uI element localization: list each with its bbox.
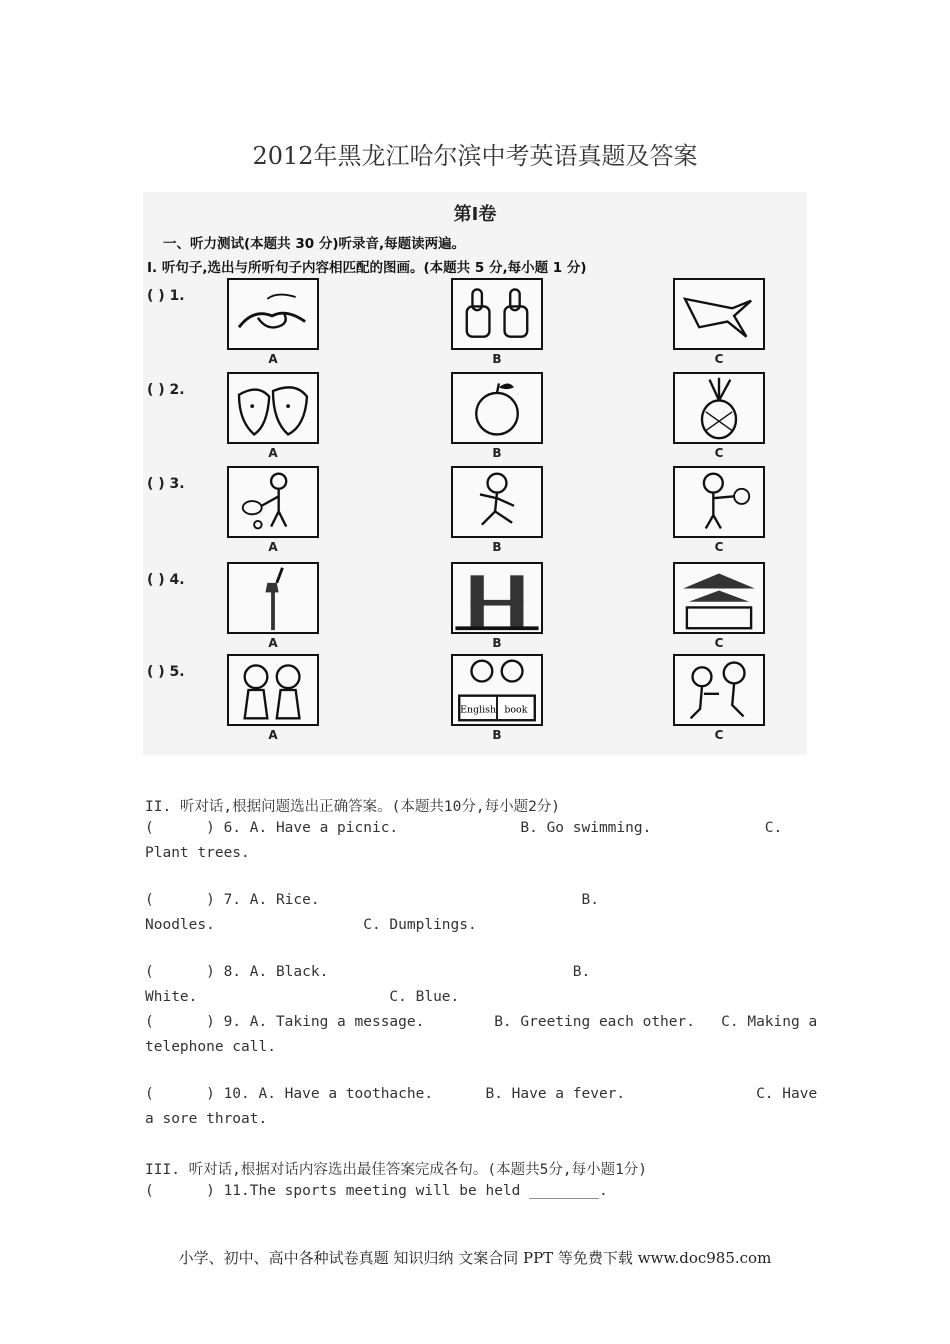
- option-letter: A: [268, 352, 278, 366]
- picture-option: [227, 372, 319, 444]
- option-letter: B: [492, 446, 502, 460]
- option-letter: C: [714, 540, 724, 554]
- question-row: [143, 654, 807, 744]
- handshake-icon: [229, 280, 317, 348]
- question-line: a sore throat.: [145, 1111, 268, 1127]
- section2-heading: II. 听对话,根据问题选出正确答案。(本题共10分,每小题2分): [145, 799, 561, 815]
- question-label: ( ) 1.: [147, 288, 185, 304]
- picture-option: [227, 466, 319, 538]
- question-label: ( ) 5.: [147, 664, 185, 680]
- scanned-listening-section: [143, 192, 807, 755]
- question-row: [143, 562, 807, 652]
- picture-option: [227, 654, 319, 726]
- picture-option: [673, 466, 765, 538]
- strawberry-icon: [229, 374, 317, 442]
- children-icon: [229, 656, 317, 724]
- option-letter: C: [714, 352, 724, 366]
- option-letter: C: [714, 636, 724, 650]
- picture-option: [673, 372, 765, 444]
- running-girl-icon: [453, 468, 541, 536]
- apple-icon: [453, 374, 541, 442]
- question-line: ( ) 9. A. Taking a message. B. Greeting each other. C. Making a: [145, 1014, 818, 1030]
- basketball-player-icon: [675, 468, 763, 536]
- question-label: ( ) 3.: [147, 476, 185, 492]
- picture-option: [673, 654, 765, 726]
- question-line: Plant trees.: [145, 845, 250, 861]
- question-line: telephone call.: [145, 1039, 276, 1055]
- book-word-english: English: [460, 704, 497, 716]
- thumbs-up-icon: [453, 280, 541, 348]
- volume-heading: 第Ⅰ卷: [453, 204, 497, 225]
- option-letter: A: [268, 446, 278, 460]
- picture-option: [451, 562, 543, 634]
- picture-option: [451, 466, 543, 538]
- option-letter: B: [492, 540, 502, 554]
- statue-of-liberty-icon: [229, 564, 317, 632]
- question-row: [143, 466, 807, 556]
- question-line: ( ) 7. A. Rice. B.: [145, 892, 599, 908]
- airplane-icon: [675, 280, 763, 348]
- question-line: ( ) 6. A. Have a picnic. B. Go swimming. C.: [145, 820, 783, 836]
- question-line: ( ) 10. A. Have a toothache. B. Have a fever. C. Have: [145, 1086, 818, 1102]
- option-letter: B: [492, 636, 502, 650]
- option-letter: A: [268, 636, 278, 650]
- document-title: 2012年黑龙江哈尔滨中考英语真题及答案: [252, 142, 698, 170]
- question-label: ( ) 2.: [147, 382, 185, 398]
- pineapple-icon: [675, 374, 763, 442]
- section1-heading: Ⅰ. 听句子,选出与所听句子内容相匹配的图画。(本题共 5 分,每小题 1 分): [147, 260, 587, 276]
- question-line: ( ) 11.The sports meeting will be held ________.: [145, 1183, 608, 1199]
- picture-option: [227, 278, 319, 350]
- picture-option: [451, 654, 543, 726]
- children-playing-icon: [675, 656, 763, 724]
- question-row: [143, 372, 807, 462]
- book-word-book: book: [504, 704, 528, 716]
- tiananmen-icon: [675, 564, 763, 632]
- picture-option: [673, 278, 765, 350]
- picture-option: [451, 372, 543, 444]
- option-letter: B: [492, 728, 502, 742]
- option-letter: A: [268, 728, 278, 742]
- tennis-player-icon: [229, 468, 317, 536]
- question-line: ( ) 8. A. Black. B.: [145, 964, 591, 980]
- question-line: White. C. Blue.: [145, 989, 460, 1005]
- picture-option: [673, 562, 765, 634]
- option-letter: A: [268, 540, 278, 554]
- option-letter: B: [492, 352, 502, 366]
- option-letter: C: [714, 728, 724, 742]
- option-letter: C: [714, 446, 724, 460]
- section3-heading: III. 听对话,根据对话内容选出最佳答案完成各句。(本题共5分,每小题1分): [145, 1162, 648, 1178]
- question-line: Noodles. C. Dumplings.: [145, 917, 477, 933]
- part-heading: 一、听力测试(本题共 30 分)听录音,每题读两遍。: [163, 236, 466, 252]
- question-label: ( ) 4.: [147, 572, 185, 588]
- picture-option: [227, 562, 319, 634]
- footer-text: 小学、初中、高中各种试卷真题 知识归纳 文案合同 PPT 等免费下载 www.doc985.com: [178, 1249, 772, 1267]
- question-row: [143, 278, 807, 368]
- reading-book-icon: [453, 656, 541, 724]
- tower-bridge-icon: [453, 564, 541, 632]
- picture-option: [451, 278, 543, 350]
